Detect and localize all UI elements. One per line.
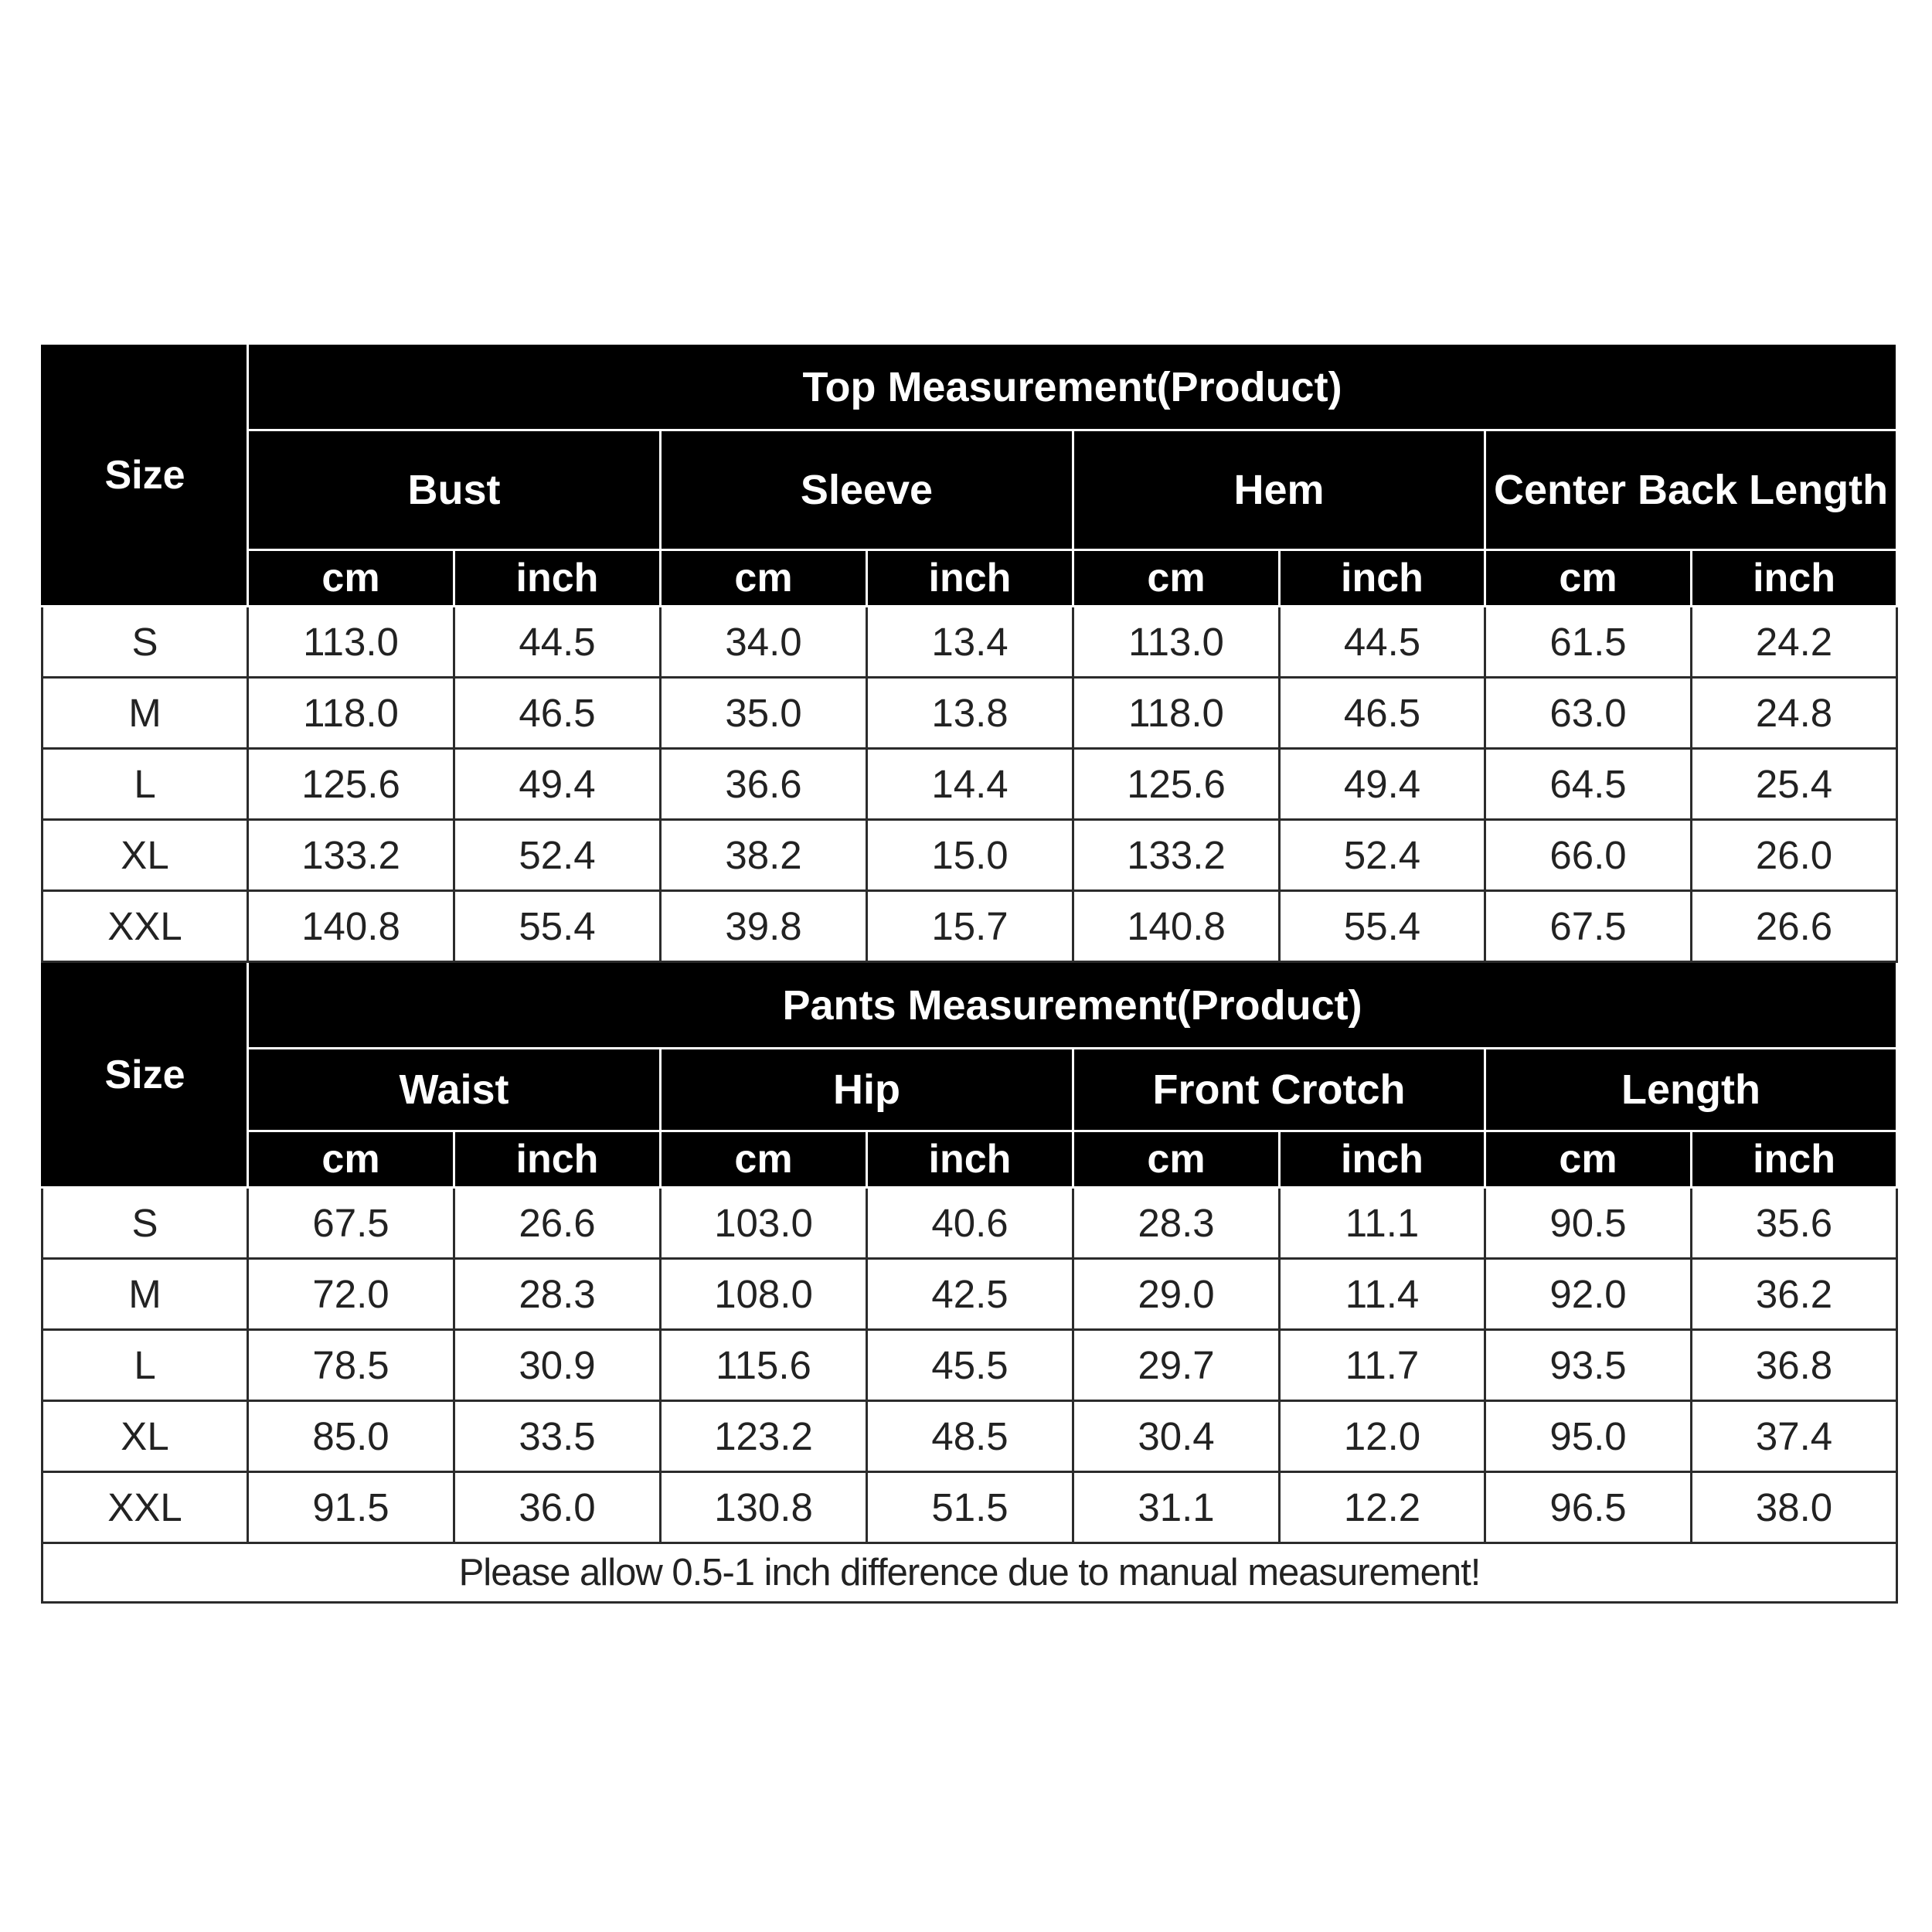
size-chart-body bbox=[43, 344, 1897, 1603]
value-cell: 15.7 bbox=[867, 891, 1073, 962]
value-cell: 26.6 bbox=[1692, 891, 1897, 962]
table-row bbox=[43, 1330, 1897, 1401]
value-cell: 113.0 bbox=[1073, 607, 1280, 678]
value-cell: 46.5 bbox=[454, 678, 661, 749]
value-cell: 39.8 bbox=[661, 891, 867, 962]
value-cell: 67.5 bbox=[1485, 891, 1692, 962]
value-cell: 61.5 bbox=[1485, 607, 1692, 678]
value-cell: 52.4 bbox=[454, 820, 661, 891]
table-row bbox=[43, 1259, 1897, 1330]
value-cell: 64.5 bbox=[1485, 749, 1692, 820]
value-cell: 108.0 bbox=[661, 1259, 867, 1330]
pants-group-header: Front Crotch bbox=[1073, 1049, 1485, 1131]
value-cell: 36.0 bbox=[454, 1472, 661, 1543]
value-cell: 55.4 bbox=[454, 891, 661, 962]
size-cell: XL bbox=[43, 820, 248, 891]
value-cell: 36.2 bbox=[1692, 1259, 1897, 1330]
value-cell: 48.5 bbox=[867, 1401, 1073, 1472]
top-unit-header: cm bbox=[661, 550, 867, 607]
value-cell: 36.8 bbox=[1692, 1330, 1897, 1401]
value-cell: 113.0 bbox=[248, 607, 454, 678]
pants-size-header: Size bbox=[43, 962, 248, 1188]
pants-section-title: Pants Measurement(Product) bbox=[248, 962, 1897, 1049]
value-cell: 78.5 bbox=[248, 1330, 454, 1401]
value-cell: 33.5 bbox=[454, 1401, 661, 1472]
size-cell: M bbox=[43, 678, 248, 749]
top-group-header: Bust bbox=[248, 430, 661, 550]
value-cell: 35.0 bbox=[661, 678, 867, 749]
value-cell: 66.0 bbox=[1485, 820, 1692, 891]
top-group-row bbox=[43, 430, 1897, 550]
value-cell: 92.0 bbox=[1485, 1259, 1692, 1330]
table-row bbox=[43, 1401, 1897, 1472]
value-cell: 12.2 bbox=[1280, 1472, 1485, 1543]
pants-unit-header: cm bbox=[248, 1131, 454, 1188]
measurement-note: Please allow 0.5-1 inch difference due to manual measurement! bbox=[43, 1543, 1897, 1603]
value-cell: 13.4 bbox=[867, 607, 1073, 678]
value-cell: 133.2 bbox=[248, 820, 454, 891]
value-cell: 115.6 bbox=[661, 1330, 867, 1401]
value-cell: 14.4 bbox=[867, 749, 1073, 820]
top-unit-header: inch bbox=[1692, 550, 1897, 607]
value-cell: 85.0 bbox=[248, 1401, 454, 1472]
value-cell: 140.8 bbox=[1073, 891, 1280, 962]
top-unit-header: cm bbox=[248, 550, 454, 607]
value-cell: 29.0 bbox=[1073, 1259, 1280, 1330]
size-cell: S bbox=[43, 607, 248, 678]
size-cell: XL bbox=[43, 1401, 248, 1472]
table-row bbox=[43, 820, 1897, 891]
value-cell: 36.6 bbox=[661, 749, 867, 820]
value-cell: 31.1 bbox=[1073, 1472, 1280, 1543]
pants-unit-header: cm bbox=[661, 1131, 867, 1188]
value-cell: 72.0 bbox=[248, 1259, 454, 1330]
value-cell: 15.0 bbox=[867, 820, 1073, 891]
table-row bbox=[43, 1472, 1897, 1543]
value-cell: 140.8 bbox=[248, 891, 454, 962]
value-cell: 35.6 bbox=[1692, 1188, 1897, 1259]
size-cell: XXL bbox=[43, 1472, 248, 1543]
note-row bbox=[43, 1543, 1897, 1603]
value-cell: 40.6 bbox=[867, 1188, 1073, 1259]
value-cell: 96.5 bbox=[1485, 1472, 1692, 1543]
top-group-header: Hem bbox=[1073, 430, 1485, 550]
pants-unit-header: inch bbox=[1280, 1131, 1485, 1188]
table-row bbox=[43, 891, 1897, 962]
pants-unit-row bbox=[43, 1131, 1897, 1188]
pants-unit-header: cm bbox=[1073, 1131, 1280, 1188]
value-cell: 125.6 bbox=[1073, 749, 1280, 820]
value-cell: 63.0 bbox=[1485, 678, 1692, 749]
value-cell: 103.0 bbox=[661, 1188, 867, 1259]
pants-title-row bbox=[43, 962, 1897, 1049]
top-size-header: Size bbox=[43, 344, 248, 607]
value-cell: 28.3 bbox=[454, 1259, 661, 1330]
value-cell: 38.0 bbox=[1692, 1472, 1897, 1543]
value-cell: 55.4 bbox=[1280, 891, 1485, 962]
table-row bbox=[43, 607, 1897, 678]
top-title-row bbox=[43, 344, 1897, 430]
value-cell: 24.2 bbox=[1692, 607, 1897, 678]
value-cell: 95.0 bbox=[1485, 1401, 1692, 1472]
top-unit-header: cm bbox=[1485, 550, 1692, 607]
value-cell: 44.5 bbox=[454, 607, 661, 678]
pants-group-header: Waist bbox=[248, 1049, 661, 1131]
value-cell: 133.2 bbox=[1073, 820, 1280, 891]
value-cell: 34.0 bbox=[661, 607, 867, 678]
size-cell: M bbox=[43, 1259, 248, 1330]
top-unit-row bbox=[43, 550, 1897, 607]
value-cell: 91.5 bbox=[248, 1472, 454, 1543]
value-cell: 93.5 bbox=[1485, 1330, 1692, 1401]
table-row bbox=[43, 1188, 1897, 1259]
value-cell: 45.5 bbox=[867, 1330, 1073, 1401]
top-section-title: Top Measurement(Product) bbox=[248, 344, 1897, 430]
top-unit-header: inch bbox=[454, 550, 661, 607]
value-cell: 118.0 bbox=[1073, 678, 1280, 749]
value-cell: 11.1 bbox=[1280, 1188, 1485, 1259]
size-cell: L bbox=[43, 749, 248, 820]
value-cell: 11.4 bbox=[1280, 1259, 1485, 1330]
value-cell: 26.0 bbox=[1692, 820, 1897, 891]
pants-group-header: Hip bbox=[661, 1049, 1073, 1131]
pants-unit-header: inch bbox=[1692, 1131, 1897, 1188]
top-unit-header: cm bbox=[1073, 550, 1280, 607]
size-chart-table bbox=[41, 342, 1898, 1604]
value-cell: 44.5 bbox=[1280, 607, 1485, 678]
size-cell: S bbox=[43, 1188, 248, 1259]
value-cell: 37.4 bbox=[1692, 1401, 1897, 1472]
value-cell: 49.4 bbox=[454, 749, 661, 820]
value-cell: 130.8 bbox=[661, 1472, 867, 1543]
value-cell: 29.7 bbox=[1073, 1330, 1280, 1401]
value-cell: 13.8 bbox=[867, 678, 1073, 749]
table-row bbox=[43, 749, 1897, 820]
value-cell: 123.2 bbox=[661, 1401, 867, 1472]
value-cell: 49.4 bbox=[1280, 749, 1485, 820]
value-cell: 11.7 bbox=[1280, 1330, 1485, 1401]
value-cell: 42.5 bbox=[867, 1259, 1073, 1330]
value-cell: 38.2 bbox=[661, 820, 867, 891]
value-cell: 125.6 bbox=[248, 749, 454, 820]
pants-group-header: Length bbox=[1485, 1049, 1897, 1131]
top-group-header: Sleeve bbox=[661, 430, 1073, 550]
top-unit-header: inch bbox=[867, 550, 1073, 607]
size-cell: L bbox=[43, 1330, 248, 1401]
value-cell: 25.4 bbox=[1692, 749, 1897, 820]
pants-unit-header: cm bbox=[1485, 1131, 1692, 1188]
pants-unit-header: inch bbox=[454, 1131, 661, 1188]
pants-group-row bbox=[43, 1049, 1897, 1131]
value-cell: 12.0 bbox=[1280, 1401, 1485, 1472]
value-cell: 51.5 bbox=[867, 1472, 1073, 1543]
top-group-header: Center Back Length bbox=[1485, 430, 1897, 550]
value-cell: 30.4 bbox=[1073, 1401, 1280, 1472]
value-cell: 28.3 bbox=[1073, 1188, 1280, 1259]
value-cell: 52.4 bbox=[1280, 820, 1485, 891]
value-cell: 24.8 bbox=[1692, 678, 1897, 749]
top-unit-header: inch bbox=[1280, 550, 1485, 607]
value-cell: 67.5 bbox=[248, 1188, 454, 1259]
value-cell: 26.6 bbox=[454, 1188, 661, 1259]
pants-unit-header: inch bbox=[867, 1131, 1073, 1188]
size-cell: XXL bbox=[43, 891, 248, 962]
value-cell: 30.9 bbox=[454, 1330, 661, 1401]
table-row bbox=[43, 678, 1897, 749]
value-cell: 118.0 bbox=[248, 678, 454, 749]
value-cell: 90.5 bbox=[1485, 1188, 1692, 1259]
value-cell: 46.5 bbox=[1280, 678, 1485, 749]
